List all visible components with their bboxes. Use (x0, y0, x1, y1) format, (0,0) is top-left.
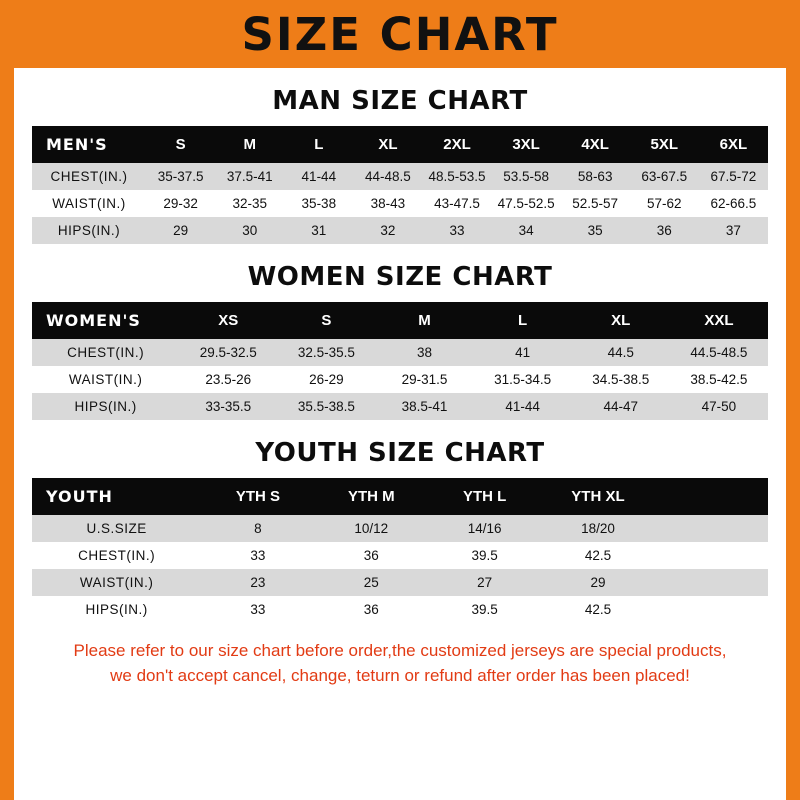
table-cell: 38.5-41 (375, 393, 473, 420)
table-cell: 30 (215, 217, 284, 244)
row-label: CHEST(IN.) (32, 339, 179, 366)
table-header-row (32, 126, 768, 163)
table-cell: 33 (422, 217, 491, 244)
table-cell: 58-63 (561, 163, 630, 190)
women-header-cell: M (375, 302, 473, 339)
table-row (32, 217, 768, 244)
table-cell: 36 (315, 542, 428, 569)
table-cell: 38-43 (353, 190, 422, 217)
table-cell: 18/20 (541, 515, 654, 542)
table-cell: 38 (375, 339, 473, 366)
table-cell: 44-47 (572, 393, 670, 420)
youth-size-table (32, 478, 768, 623)
table-cell: 10/12 (315, 515, 428, 542)
table-header-row (32, 478, 768, 515)
men-header-cell: 4XL (561, 126, 630, 163)
table-cell: 36 (630, 217, 699, 244)
table-row (32, 596, 768, 623)
banner (0, 0, 800, 68)
youth-header-cell: YTH S (201, 478, 314, 515)
row-label: WAIST(IN.) (32, 366, 179, 393)
table-cell: 44.5-48.5 (670, 339, 768, 366)
table-cell: 32 (353, 217, 422, 244)
table-cell: 31.5-34.5 (474, 366, 572, 393)
women-header-label: WOMEN'S (32, 302, 179, 339)
men-header-cell: S (146, 126, 215, 163)
table-cell: 31 (284, 217, 353, 244)
women-size-table (32, 302, 768, 420)
table-cell: 42.5 (541, 542, 654, 569)
page-title: SIZE CHART (241, 7, 559, 61)
table-cell-spacer (655, 569, 768, 596)
table-cell: 48.5-53.5 (422, 163, 491, 190)
youth-header-label: YOUTH (32, 478, 201, 515)
row-label: HIPS(IN.) (32, 393, 179, 420)
table-row (32, 542, 768, 569)
table-cell: 44-48.5 (353, 163, 422, 190)
footer-note-line-1: Please refer to our size chart before order,the customized jerseys are special products, (73, 641, 727, 660)
table-cell: 25 (315, 569, 428, 596)
footer-note (32, 639, 768, 688)
content (14, 86, 786, 688)
table-cell: 35-37.5 (146, 163, 215, 190)
table-cell: 32.5-35.5 (277, 339, 375, 366)
table-row (32, 366, 768, 393)
table-cell: 53.5-58 (492, 163, 561, 190)
row-label: CHEST(IN.) (32, 542, 201, 569)
table-cell: 63-67.5 (630, 163, 699, 190)
table-cell: 29.5-32.5 (179, 339, 277, 366)
table-header-row (32, 302, 768, 339)
table-row (32, 190, 768, 217)
table-cell: 33 (201, 542, 314, 569)
youth-header-cell: YTH M (315, 478, 428, 515)
men-header-label: MEN'S (32, 126, 146, 163)
men-header-cell: 3XL (492, 126, 561, 163)
women-header-cell: S (277, 302, 375, 339)
table-cell: 35.5-38.5 (277, 393, 375, 420)
table-cell: 23 (201, 569, 314, 596)
row-label: WAIST(IN.) (32, 569, 201, 596)
table-cell: 37 (699, 217, 768, 244)
table-cell: 35-38 (284, 190, 353, 217)
table-cell: 33-35.5 (179, 393, 277, 420)
youth-section-title: YOUTH SIZE CHART (255, 438, 545, 468)
women-header-cell: XXL (670, 302, 768, 339)
table-cell: 41-44 (284, 163, 353, 190)
table-cell: 29 (541, 569, 654, 596)
table-cell-spacer (655, 515, 768, 542)
table-cell: 27 (428, 569, 541, 596)
table-cell: 37.5-41 (215, 163, 284, 190)
table-cell: 62-66.5 (699, 190, 768, 217)
men-section-title: MAN SIZE CHART (272, 86, 528, 116)
row-label: WAIST(IN.) (32, 190, 146, 217)
table-cell: 41 (474, 339, 572, 366)
table-cell: 26-29 (277, 366, 375, 393)
men-header-cell: M (215, 126, 284, 163)
table-cell: 39.5 (428, 542, 541, 569)
table-cell: 67.5-72 (699, 163, 768, 190)
table-cell: 47-50 (670, 393, 768, 420)
men-header-cell: L (284, 126, 353, 163)
men-header-cell: 6XL (699, 126, 768, 163)
women-section-title: WOMEN SIZE CHART (247, 262, 553, 292)
table-cell: 23.5-26 (179, 366, 277, 393)
table-row (32, 515, 768, 542)
table-cell: 8 (201, 515, 314, 542)
women-header-cell: XS (179, 302, 277, 339)
men-header-cell: 2XL (422, 126, 491, 163)
table-cell: 34 (492, 217, 561, 244)
footer-note-line-2: we don't accept cancel, change, teturn or refund after order has been placed! (110, 665, 690, 685)
table-cell: 52.5-57 (561, 190, 630, 217)
youth-header-cell: YTH XL (541, 478, 654, 515)
youth-header-spacer (655, 478, 768, 515)
table-cell: 35 (561, 217, 630, 244)
row-label: CHEST(IN.) (32, 163, 146, 190)
men-size-table (32, 126, 768, 244)
table-cell: 43-47.5 (422, 190, 491, 217)
men-header-cell: 5XL (630, 126, 699, 163)
youth-header-cell: YTH L (428, 478, 541, 515)
table-cell: 14/16 (428, 515, 541, 542)
table-cell: 36 (315, 596, 428, 623)
table-cell-spacer (655, 542, 768, 569)
table-row (32, 569, 768, 596)
table-cell: 44.5 (572, 339, 670, 366)
row-label: HIPS(IN.) (32, 596, 201, 623)
table-row (32, 163, 768, 190)
table-row (32, 393, 768, 420)
table-cell-spacer (655, 596, 768, 623)
table-cell: 57-62 (630, 190, 699, 217)
women-header-cell: XL (572, 302, 670, 339)
row-label: U.S.SIZE (32, 515, 201, 542)
women-header-cell: L (474, 302, 572, 339)
table-cell: 38.5-42.5 (670, 366, 768, 393)
table-cell: 29-31.5 (375, 366, 473, 393)
table-cell: 42.5 (541, 596, 654, 623)
table-cell: 39.5 (428, 596, 541, 623)
row-label: HIPS(IN.) (32, 217, 146, 244)
table-cell: 41-44 (474, 393, 572, 420)
table-cell: 47.5-52.5 (492, 190, 561, 217)
table-row (32, 339, 768, 366)
table-cell: 32-35 (215, 190, 284, 217)
table-cell: 29-32 (146, 190, 215, 217)
table-cell: 33 (201, 596, 314, 623)
table-cell: 29 (146, 217, 215, 244)
table-cell: 34.5-38.5 (572, 366, 670, 393)
men-header-cell: XL (353, 126, 422, 163)
